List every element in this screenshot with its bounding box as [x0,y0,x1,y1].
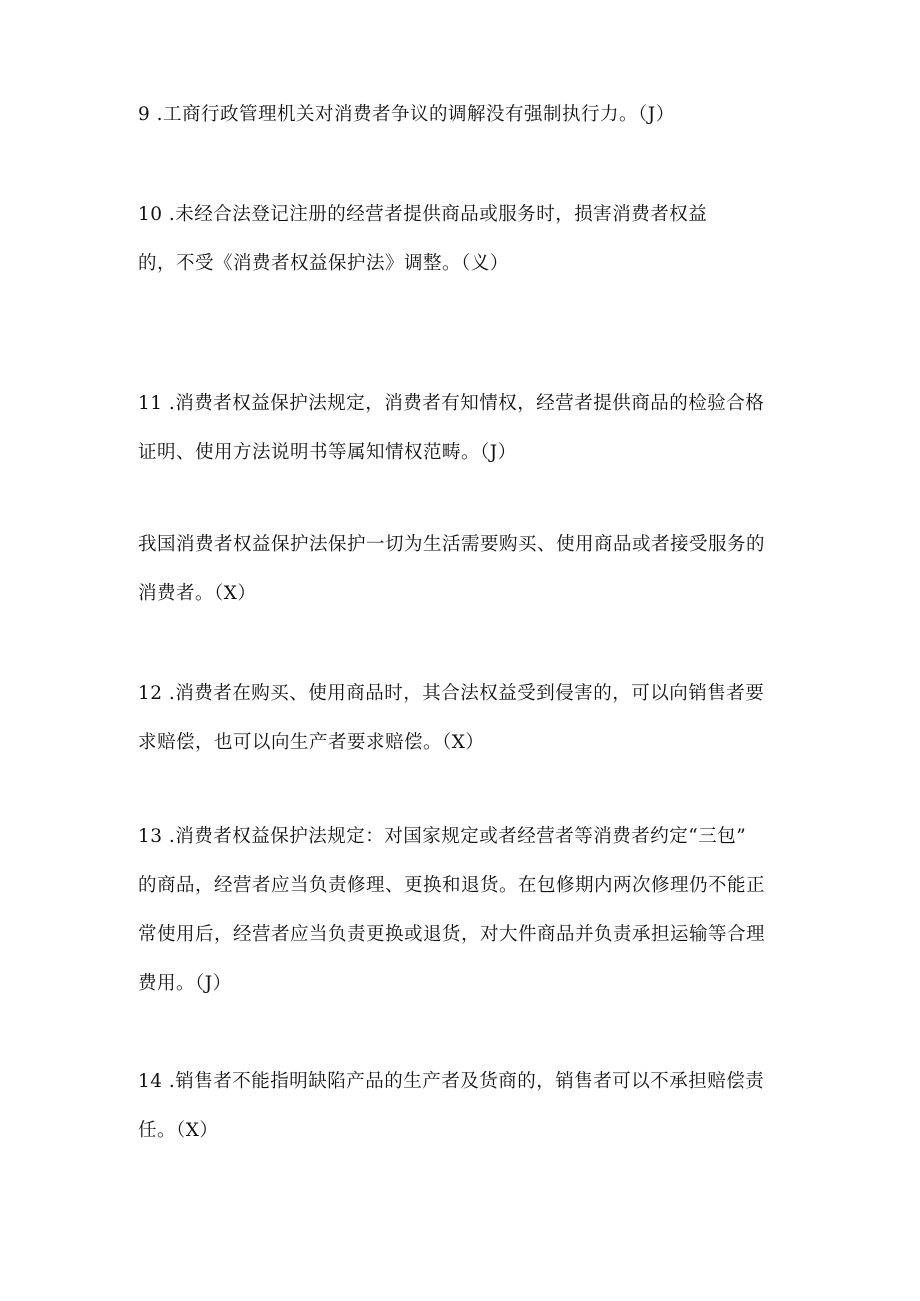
item-11-line-2: 证明、使用方法说明书等属知情权范畴。（J） [138,442,517,463]
item-13-line-1: 13 .消费者权益保护法规定：对国家规定或者经营者等消费者约定“三包” [138,826,747,847]
item-12-line-2: 求赔偿，也可以向生产者要求赔偿。（X） [138,732,485,753]
item-9-line-1: 9 .工商行政管理机关对消费者争议的调解没有强制执行力。（J） [138,104,675,125]
item-13-line-4: 费用。（J） [138,973,232,994]
item-10-line-2: 的，不受《消费者权益保护法》调整。（义） [138,253,509,274]
item-13-line-2: 的商品，经营者应当负责修理、更换和退货。在包修期内两次修理仍不能正 [138,875,766,896]
item-13-line-3: 常使用后，经营者应当负责更换或退货，对大件商品并负责承担运输等合理 [138,924,766,945]
item-11-line-1: 11 .消费者权益保护法规定，消费者有知情权，经营者提供商品的检验合格 [138,393,765,414]
item-unnumbered-line-2: 消费者。（X） [138,583,257,604]
item-10-line-1: 10 .未经合法登记注册的经营者提供商品或服务时，损害消费者权益 [138,204,708,225]
item-12-line-1: 12 .消费者在购买、使用商品时，其合法权益受到侵害的，可以向销售者要 [138,683,765,704]
item-14-line-2: 任。（X） [138,1120,219,1141]
item-unnumbered-line-1: 我国消费者权益保护法保护一切为生活需要购买、使用商品或者接受服务的 [138,534,766,555]
item-14-line-1: 14 .销售者不能指明缺陷产品的生产者及货商的，销售者可以不承担赔偿责 [138,1071,765,1092]
